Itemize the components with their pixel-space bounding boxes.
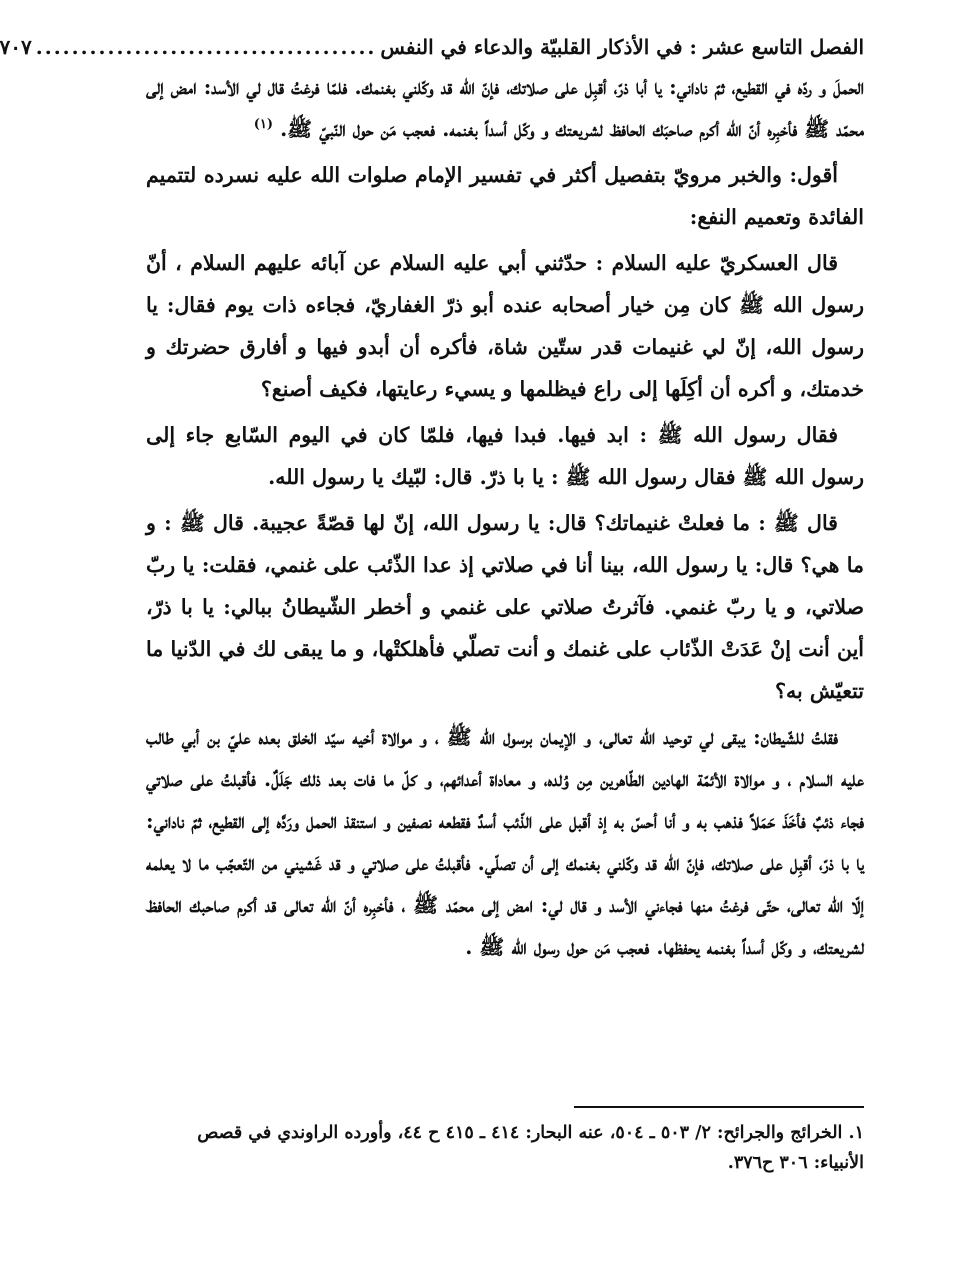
paragraph <box>146 414 864 498</box>
paragraph <box>146 66 864 150</box>
footnote-divider <box>574 1106 864 1108</box>
paragraph <box>146 154 864 238</box>
running-header <box>0 32 864 66</box>
footnote-reference: (١) <box>253 117 274 133</box>
body-text <box>146 66 864 968</box>
footnote <box>146 1118 864 1178</box>
paragraph-text: قال العسكريّ عليه السلام : حدّثني أبي عليه السلام عن آبائه عليهم السلام ، أنّ رسول الله ﷺ كان مِن خيار أصحابه عنده أبو ذرّ الغفاريّ، فجاءه ذات يوم فقال: يا رسول الله، إنّ لي غنيمات قدر ستّين شاة، فأكره أن أبدو فيها و أفارق حضرتك و خدمتك، و أكره أن أكِلَها إلى راع فيظلمها و يسيء رعايتها، فكيف أصنع؟ <box>146 251 864 401</box>
paragraph-text: الحملَ و ردّه في القطيع، ثمّ ناداني: يا أبا ذرّ، أقبِل على صلاتك، فإنّ الله قد وكّلني بغنمك. فلمّا فرغتُ قال لي الأسد: امض إلى محمّد ﷺ فأخبِره أنّ الله أكرم صاحبَك الحافظ لشريعتك و وكّل أسداً بغنمه. فعجب مَن حول النّبيّ ﷺ. <box>146 75 864 141</box>
paragraph-text: فقلتُ للشّيطان: يبقى لي توحيد الله تعالى، و الإيمان برسول الله ﷺ ، و موالاة أخيه سيّد الخلق بعده عليّ بن أبي طالب عليه السلام ، و موالاة الأئمّة الهادين الطّاهرين مِن وُلده، و معاداة أعدائهم، و كلّ ما فات بعد ذلك جَلَلٌ. فأقبلتُ على صلاتي فجاء ذئبٌ فأخَذَ حَمَلاً فذهب به و أنا أحسّ به إذ أقبل على الذّئب أسدٌ فقطعه نصفين و استنقذ الحمل ورَدَّه إلى القطيع، ثمّ ناداني: يا با ذرّ، أقبِل على صلاتك، فإنّ الله قد وكّلني بغنمك إلى أن تصلّي. فأقبلتُ على صلاتي و قد غَشيني من التّعجّب ما لا يعلمه إلّا الله تعالى، حتّى فرغتُ منها فجاءني الأسد و قال لي: امض إلى محمّد ﷺ ، فأخبِره أنّ الله تعالى قد أكرم صاحبك الحافظ لشريعتك، و وكّل أسداً بغنمه يحفظها. فعجب مَن حول رسول الله ﷺ . <box>146 725 864 959</box>
paragraph <box>146 242 864 410</box>
footnote-text: ١. الخرائج والجرائح: ٢/ ٥٠٣ ـ ٥٠٤، عنه البحار: ٤١٤ ـ ٤١٥ ح ٤٤، وأورده الراوندي في قصص الأنبياء: ٣٠٦ ح٣٧٦. <box>197 1123 864 1173</box>
page-number: ٧٠٧ <box>0 35 32 59</box>
paragraph-text: أقول: والخبر مرويّ بتفصيل أكثر في تفسير الإمام صلوات الله عليه نسرده لتتميم الفائدة وتعميم النفع: <box>146 163 864 229</box>
dot-leader: ...................................... <box>35 35 377 59</box>
paragraph-text: قال ﷺ : ما فعلتْ غنيماتك؟ قال: يا رسول الله، إنّ لها قصّةً عجيبة. قال ﷺ : و ما هي؟ قال: يا رسول الله، بينا أنا في صلاتي إذ عدا الذّئب على غنمي، فقلت: يا ربّ صلاتي، و يا ربّ غنمي. فآثرتُ صلاتي على غنمي و أخطر الشّيطانُ ببالي: يا با ذرّ، أين أنت إنْ عَدَتْ الذّئاب على غنمك و أنت تصلّي فأهلكتْها، و ما يبقى لك في الدّنيا ما تتعيّش به؟ <box>146 511 864 703</box>
paragraph-text: فقال رسول الله ﷺ : ابد فيها. فبدا فيها، فلمّا كان في اليوم السّابع جاء إلى رسول الله ﷺ فقال رسول الله ﷺ : يا با ذرّ. قال: لبّيك يا رسول الله. <box>146 423 864 489</box>
chapter-title: الفصل التاسع عشر : في الأذكار القلبيّة والدعاء في النفس <box>380 35 864 59</box>
paragraph <box>146 502 864 712</box>
paragraph <box>146 716 864 968</box>
